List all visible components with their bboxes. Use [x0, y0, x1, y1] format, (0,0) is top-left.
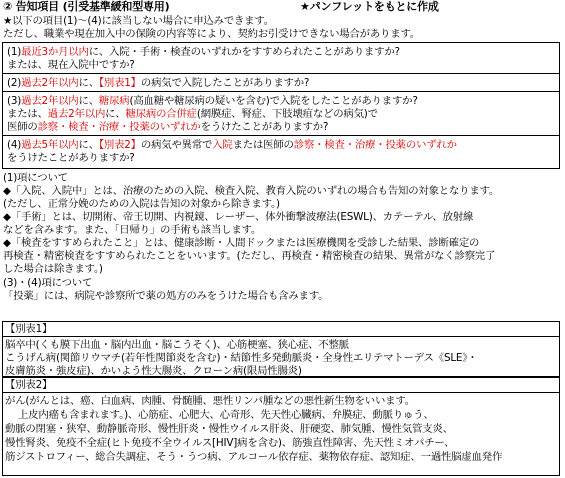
table-2-line: 慢性腎炎、免疫不全症(ヒト免疫不全ウイルス[HIV]病を含む)、筋強直性障害、先天性ミオパチー、: [5, 437, 455, 449]
note-line: などを含みます。また、「日帰り」の手術も該当します。: [3, 224, 262, 236]
note-line: 再検査・精密検査をすすめられたことをいいます。(ただし、再検査・精密検査の結果、異常がなく診察完了: [3, 250, 496, 262]
table-1-title: 【別表1】: [5, 323, 53, 335]
intro-line-2: ただし、職業や現在加入中の保険の内容等により、契約お引受けできない場合があります。: [3, 28, 420, 40]
table-1-line: こうげん病(関節リウマチ(若年性関節炎を含む)・結節性多発動脈炎・全身性エリテマトーデス《SLE》・: [5, 352, 478, 364]
question-3-line-3: 医師の診察・検査・治療・投薬のいずれかをうけたことがありますか?: [7, 121, 329, 133]
note-line: した場合は除きます。): [3, 263, 103, 275]
table-2-line: 筋ジストロフィー、総合失調症、そう・うつ病、アルコール依存症、薬物依存症、認知症、一過性脳虚血発作: [5, 451, 503, 463]
table-1-line: 脳卒中(くも膜下出血・脳内出血・脳こうそく)、心筋梗塞、狭心症、不整脈: [5, 339, 349, 351]
divider: [2, 392, 560, 393]
note-line: (ただし、正常分娩のための入院は告知の対象から除きます。): [3, 198, 280, 210]
divider: [2, 91, 560, 92]
table-2-title: 【別表2】: [5, 379, 53, 391]
note-line: ◆「入院、入院中」とは、治療のための入院、検査入院、教育入院のいずれの場合も告知の対象となります。: [3, 185, 500, 197]
table-2-line: 上皮内癌も含まれます。)、心筋症、心肥大、心奇形、先天性心臓病、弁膜症、動脈りゅう、: [18, 409, 434, 421]
note-heading-2: (3)・(4)項について: [3, 277, 93, 289]
note-line: 「投薬」には、病院や診察所で薬の処方のみをうけた場合も含みます。: [3, 290, 329, 302]
divider: [2, 73, 560, 74]
question-4-line-2: をうけたことがありますか?: [7, 152, 135, 164]
table-1-line: 皮膚筋炎・強皮症)、かいよう性大腸炎、クローン病(限局性腸炎): [5, 365, 302, 377]
question-2: (2)過去2年以内に、【別表1】の病気で入院したことがありますか?: [7, 77, 310, 89]
table-2-line: がん(がんとは、癌、白血病、肉腫、骨髄腫、悪性リンパ腫などの悪性新生物をいいます。: [5, 395, 415, 407]
intro-line-1: ★以下の項目(1)～(4)に該当しない場合に申込みできます。: [3, 15, 274, 27]
question-3: (3)過去2年以内に、糖尿病(高血糖や糖尿病の疑いを含む)で入院をしたことがありますか?: [7, 95, 418, 107]
header-note: ★パンフレットをもとに作成: [300, 0, 439, 13]
question-3-line-2: または、過去2年以内に、糖尿病の合併症(網膜症、腎症、下肢壊疽などの病気)で: [7, 108, 378, 120]
note-line: ◆「検査をすすめられたこと」とは、健康診断・人間ドックまたは医療機関を受診した結果、診断確定の: [3, 237, 480, 249]
note-heading-1: (1)項について: [3, 172, 68, 184]
page-title: ② 告知項目 (引受基準緩和型専用): [3, 0, 170, 13]
table-2-line: 動脈の閉塞・狭窄、動静脈奇形、慢性肝炎・慢性ウイルス肝炎、肝硬変、肺気腫、慢性気管支炎、: [5, 423, 453, 435]
divider: [2, 336, 560, 337]
question-1-line-2: または、現在入院中ですか?: [7, 59, 135, 71]
question-4: (4)過去5年以内に、【別表2】の病気や異常で入院または医師の診察・検査・治療・投薬のいずれか: [7, 139, 457, 151]
question-1: (1)最近3か月以内に、入院・手術・検査のいずれかをすすめられたことがありますか?: [7, 46, 400, 58]
divider: [2, 135, 560, 136]
note-line: ◆「手術」とは、切開術、帝王切開、内視鏡、レーザー、体外衝撃波療法(ESWL)、カテーテル、放射線: [3, 211, 474, 223]
